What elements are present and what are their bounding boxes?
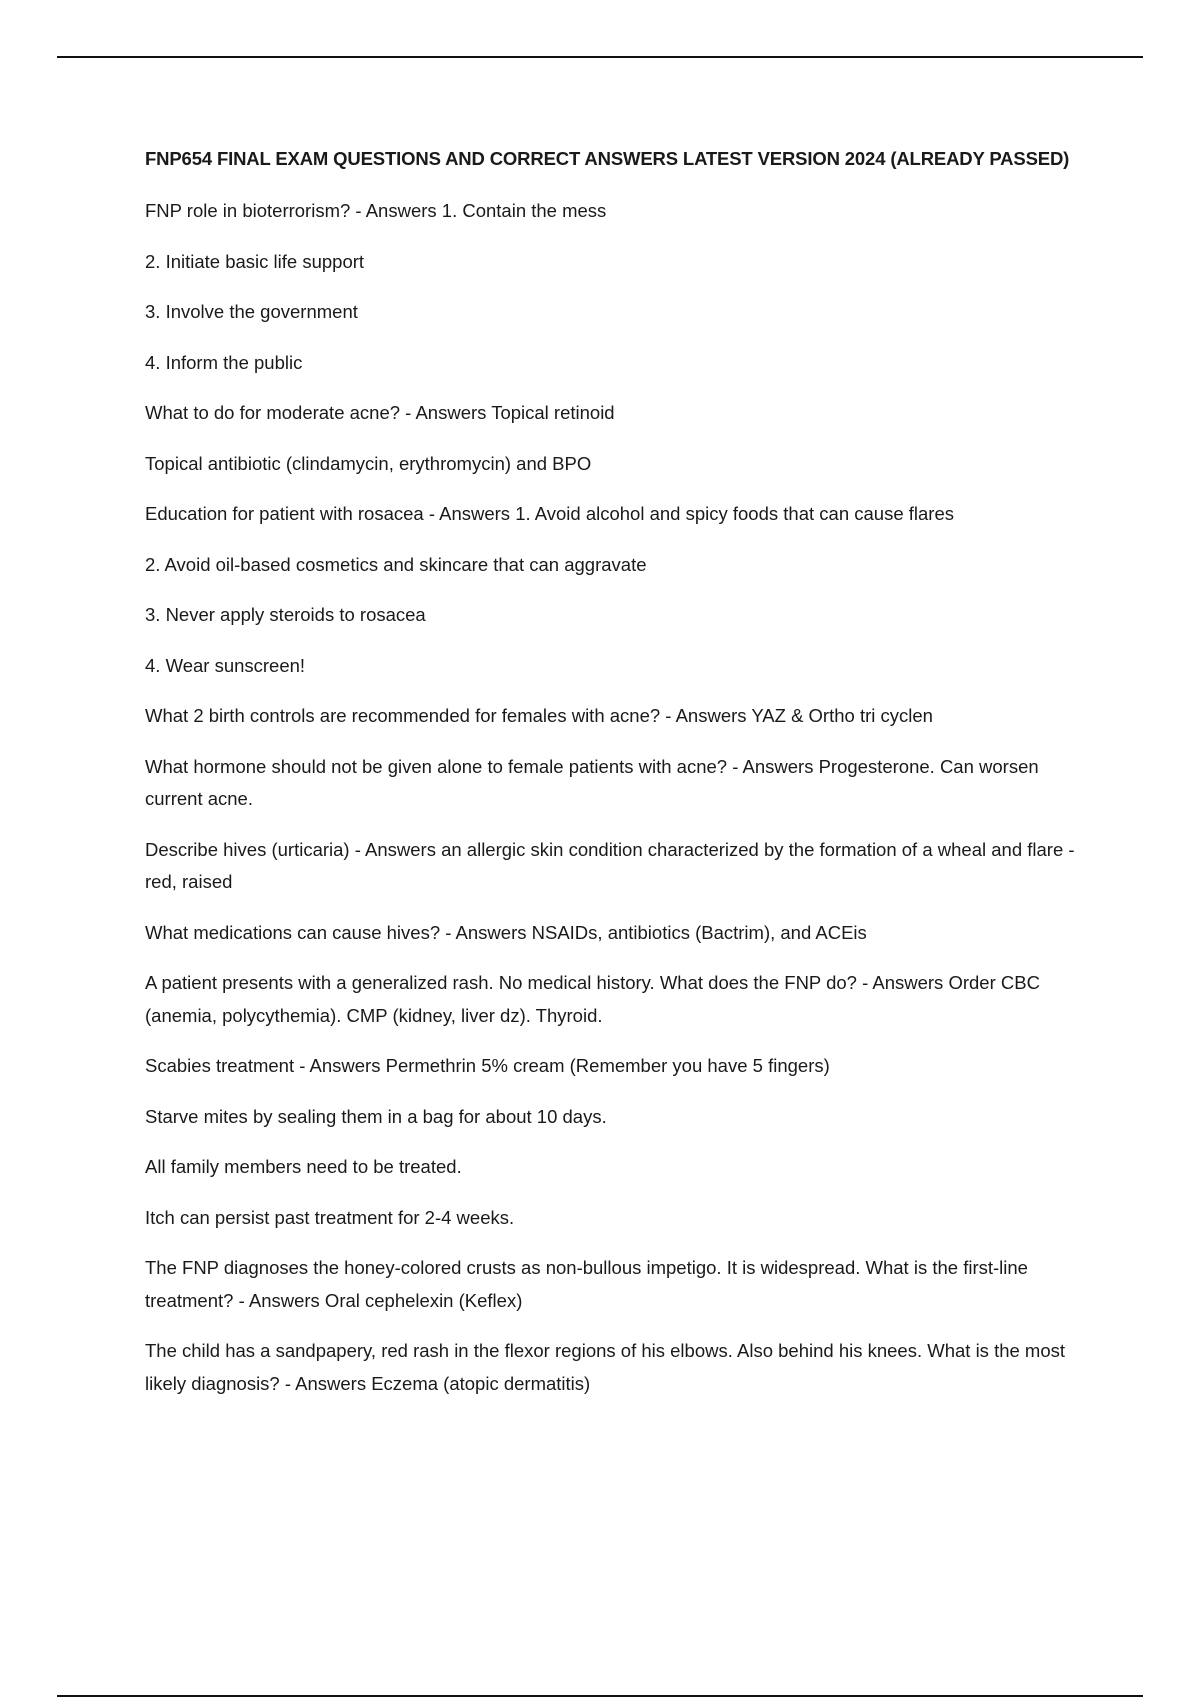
paragraph: The child has a sandpapery, red rash in the flexor regions of his elbows. Also behind his knees. What is the most likely diagnosis? - Answers Eczema (atopic dermatitis) <box>145 1340 1066 1394</box>
paragraph: The FNP diagnoses the honey-colored crusts as non-bullous impetigo. It is widespread. What is the first-line treatment? - Answers Oral cephelexin (Keflex) <box>145 1257 1028 1311</box>
paragraph: Itch can persist past treatment for 2-4 weeks. <box>145 1206 515 1228</box>
paragraph: Starve mites by sealing them in a bag for about 10 days. <box>145 1105 607 1127</box>
header-rule <box>57 56 1143 58</box>
paragraph: What 2 birth controls are recommended for females with acne? - Answers YAZ & Ortho tri cyclen <box>145 705 933 726</box>
paragraph: 4. Wear sunscreen! <box>145 654 306 676</box>
paragraph: FNP role in bioterrorism? - Answers 1. Contain the mess <box>145 200 607 221</box>
paragraph: All family members need to be treated. <box>145 1156 462 1177</box>
footer-rule <box>57 1695 1143 1697</box>
paragraph: Scabies treatment - Answers Permethrin 5% cream (Remember you have 5 fingers) <box>145 1055 830 1076</box>
paragraph: 4. Inform the public <box>145 351 303 373</box>
paragraph: Topical antibiotic (clindamycin, erythromycin) and BPO <box>145 452 592 474</box>
paragraph: What medications can cause hives? - Answers NSAIDs, antibiotics (Bactrim), and ACEis <box>145 921 867 943</box>
paragraph: What hormone should not be given alone to female patients with acne? - Answers Progesterone. Can worsen current acne. <box>145 755 1039 809</box>
paragraph: Describe hives (urticaria) - Answers an allergic skin condition characterized by the formation of a wheal and flare - red, raised <box>145 838 1075 892</box>
paragraph: A patient presents with a generalized rash. No medical history. What does the FNP do? - Answers Order CBC (anemia, polycythemia). CMP (kidney, liver dz). Thyroid. <box>145 972 1040 1026</box>
document-title: FNP654 FINAL EXAM QUESTIONS AND CORRECT ANSWERS LATEST VERSION 2024 (ALREADY PASSED) <box>145 148 1070 169</box>
paragraph: 2. Initiate basic life support <box>145 250 365 272</box>
paragraph: What to do for moderate acne? - Answers Topical retinoid <box>145 402 615 423</box>
paragraph: Education for patient with rosacea - Answers 1. Avoid alcohol and spicy foods that can cause flares <box>145 503 954 524</box>
paragraph: 3. Involve the government <box>145 301 358 322</box>
document-body <box>145 143 1085 1418</box>
paragraph: 2. Avoid oil-based cosmetics and skincare that can aggravate <box>145 553 647 575</box>
paragraph: 3. Never apply steroids to rosacea <box>145 604 426 625</box>
